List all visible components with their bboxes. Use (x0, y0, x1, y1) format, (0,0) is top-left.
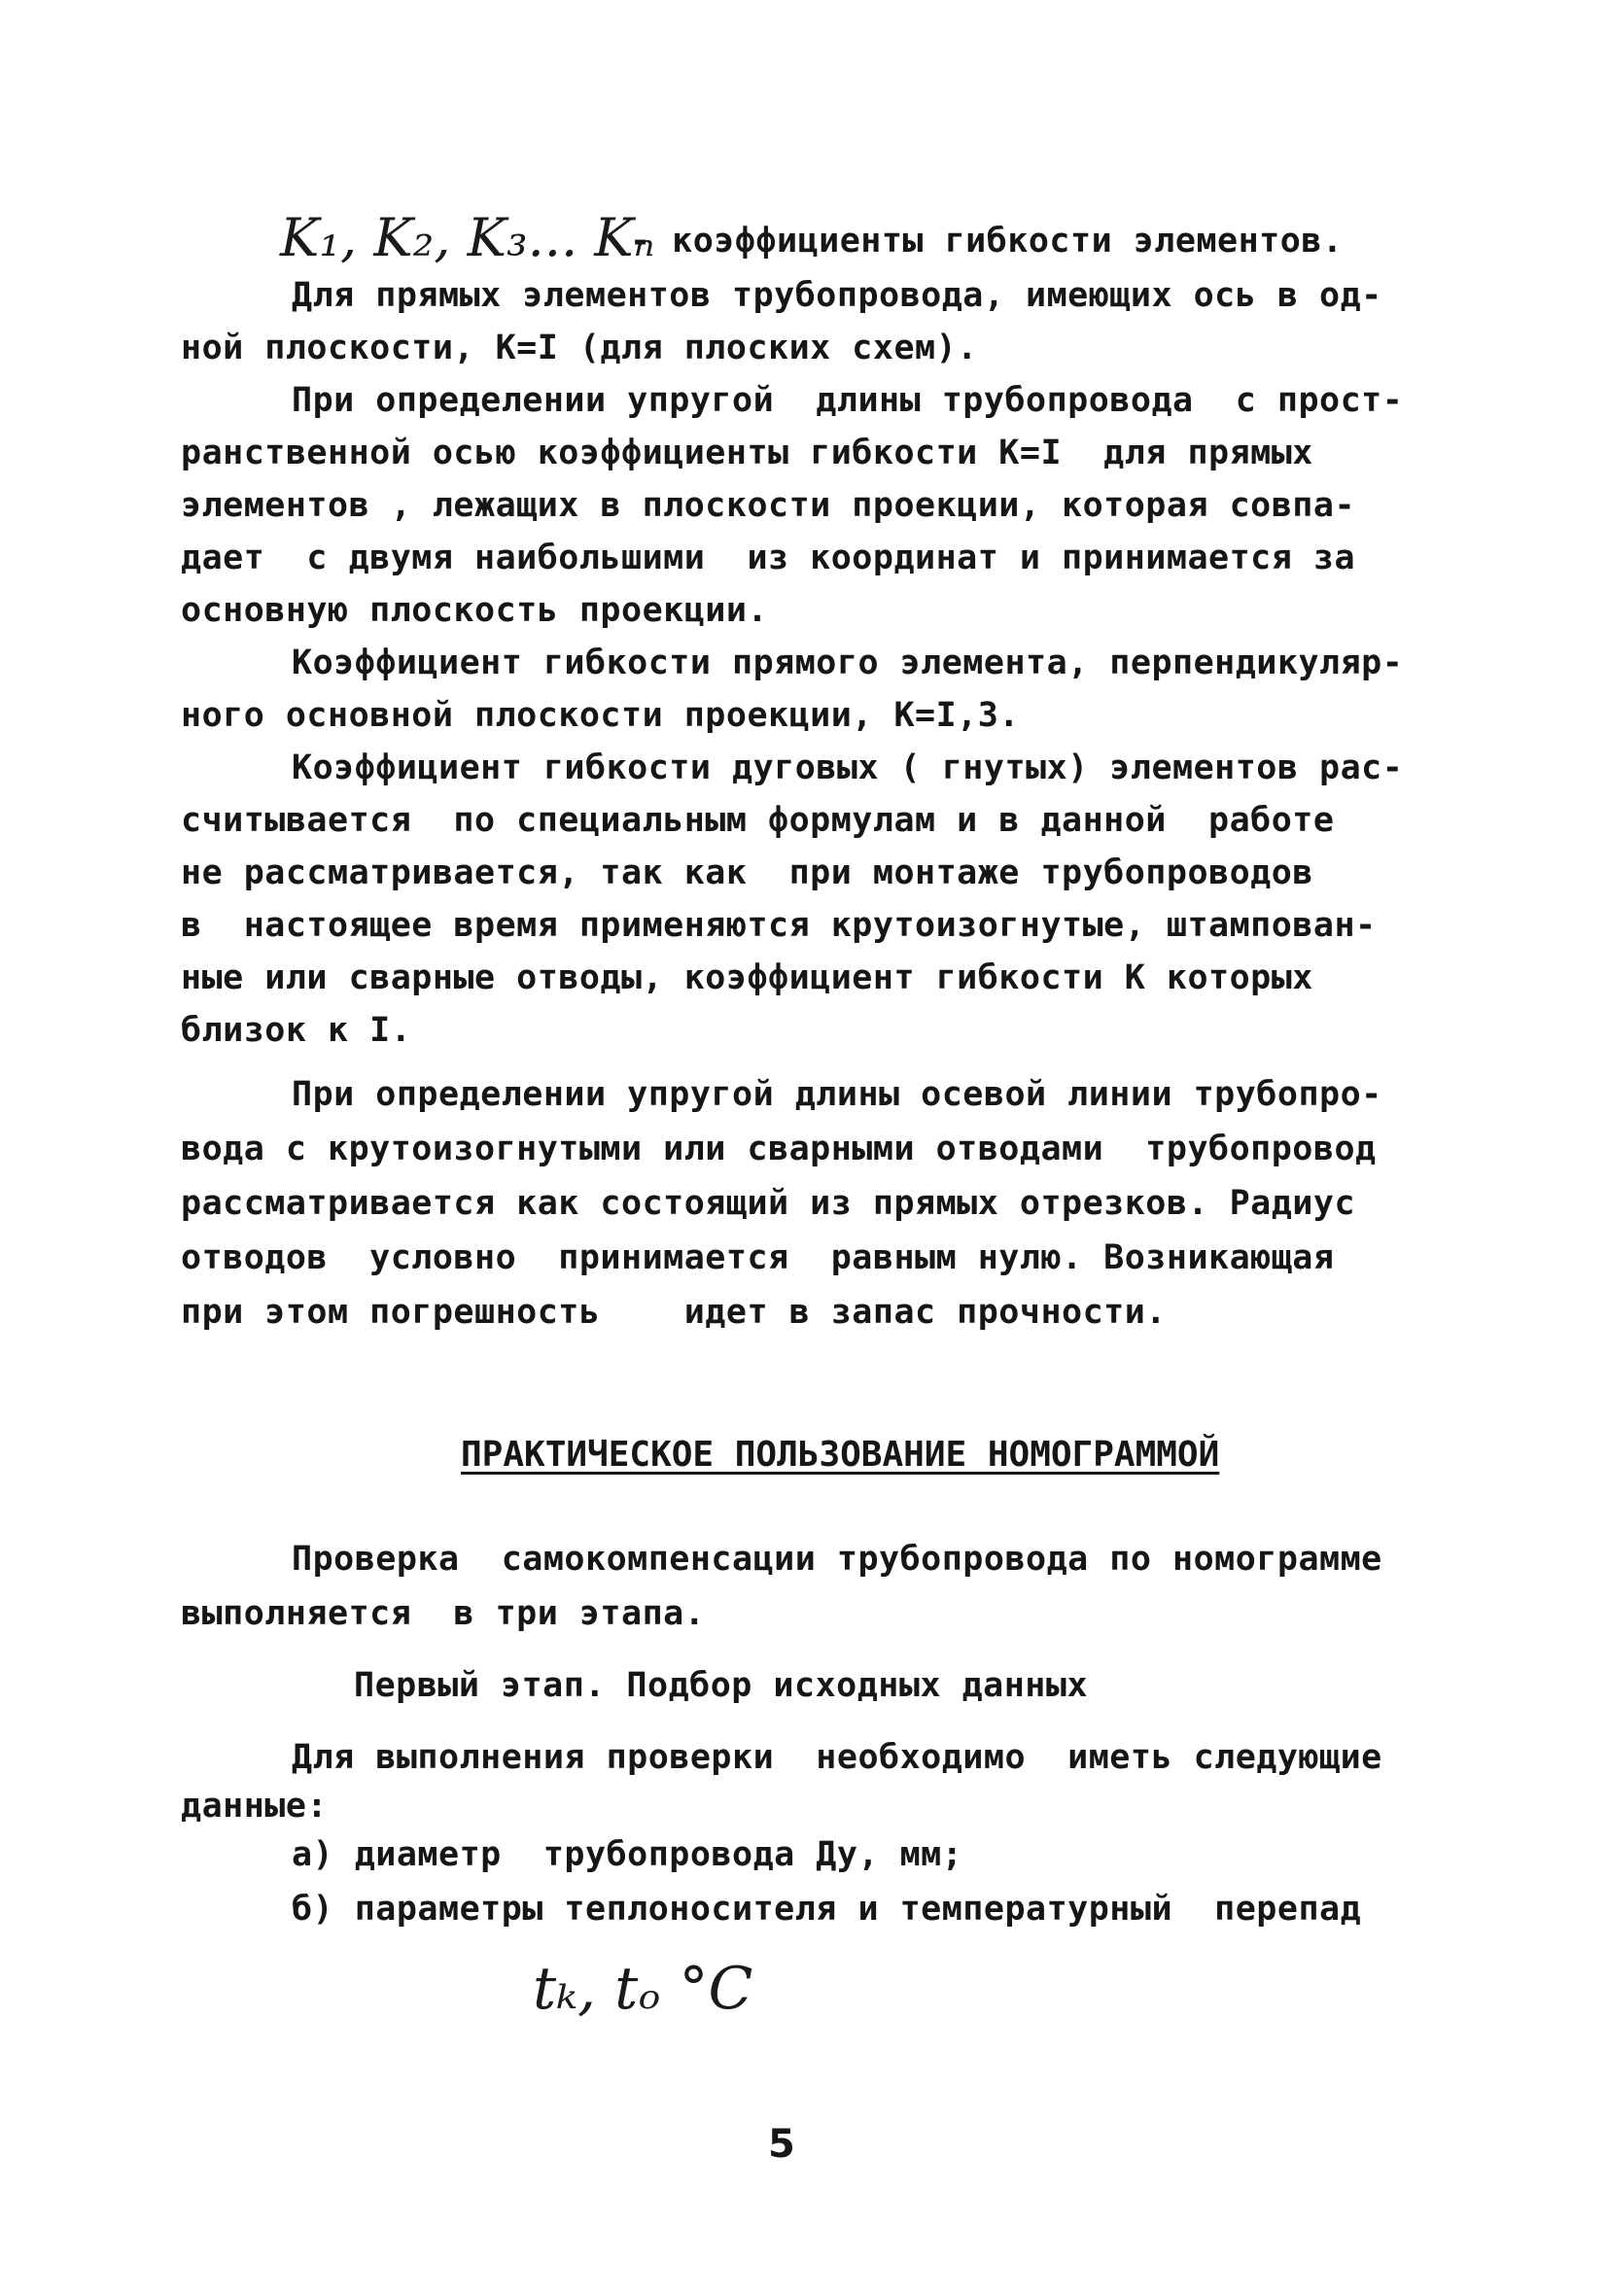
text-line: ной плоскости, К=I (для плоских схем). (181, 329, 978, 367)
text-line: элементов , лежащих в плоскости проекции, которая совпа- (181, 486, 1356, 525)
text-line: отводов условно принимается равным нулю. Возникающая (181, 1238, 1335, 1277)
text-line: дает с двумя наибольшими из координат и принимается за (181, 539, 1356, 577)
text-line: ного основной плоскости проекции, К=I,3. (181, 696, 1020, 735)
text-line: Коэффициент гибкости прямого элемента, перпендикуляр- (292, 644, 1404, 682)
list-item: а) диаметр трубопровода Ду, мм; (292, 1835, 963, 1874)
text-line: При определении упругой длины трубопровода с прост- (292, 381, 1404, 420)
temperature-formula: tₖ, tₒ °C (533, 1955, 753, 2023)
text-line: при этом погрешность идет в запас прочности. (181, 1293, 1167, 1332)
text-line: близок к I. (181, 1011, 412, 1050)
section-heading: ПРАКТИЧЕСКОЕ ПОЛЬЗОВАНИЕ НОМОГРАММОЙ (461, 1435, 1220, 1475)
subsection-title: Первый этап. Подбор исходных данных (354, 1666, 1089, 1705)
text-line: не рассматривается, так как при монтаже трубопроводов (181, 853, 1313, 892)
text-line: данные: (181, 1787, 329, 1826)
text-line: ные или сварные отводы, коэффициент гибкости К которых (181, 958, 1313, 997)
text-line: вода с крутоизогнутыми или сварными отводами трубопровод (181, 1130, 1377, 1168)
text-line: Коэффициент гибкости дуговых ( гнутых) элементов рас- (292, 748, 1404, 787)
text-line: выполняется в три этапа. (181, 1594, 706, 1633)
text-line: ранственной осью коэффициенты гибкости К=I для прямых (181, 434, 1313, 472)
list-item: б) параметры теплоносителя и температурный перепад (292, 1890, 1362, 1929)
text-line: При определении упругой длины осевой линии трубопро- (292, 1075, 1382, 1114)
text-line: рассматривается как состоящий из прямых отрезков. Радиус (181, 1184, 1356, 1223)
page-number: 5 (768, 2122, 795, 2167)
text-line: Проверка самокомпенсации трубопровода по номограмме (292, 1540, 1382, 1579)
flexibility-coefficients-formula: K₁, K₂, K₃... Kₙ (280, 207, 655, 268)
text-line: считывается по специальным формулам и в данной работе (181, 801, 1335, 840)
text-line: Для прямых элементов трубопровода, имеющих ось в од- (292, 276, 1382, 315)
text-line: в настоящее время применяются крутоизогнутые, штампован- (181, 906, 1377, 945)
text-line: Для выполнения проверки необходимо иметь следующие (292, 1738, 1382, 1777)
text-line: основную плоскость проекции. (181, 591, 769, 630)
text-line: - коэффициенты гибкости элементов. (630, 222, 1344, 261)
